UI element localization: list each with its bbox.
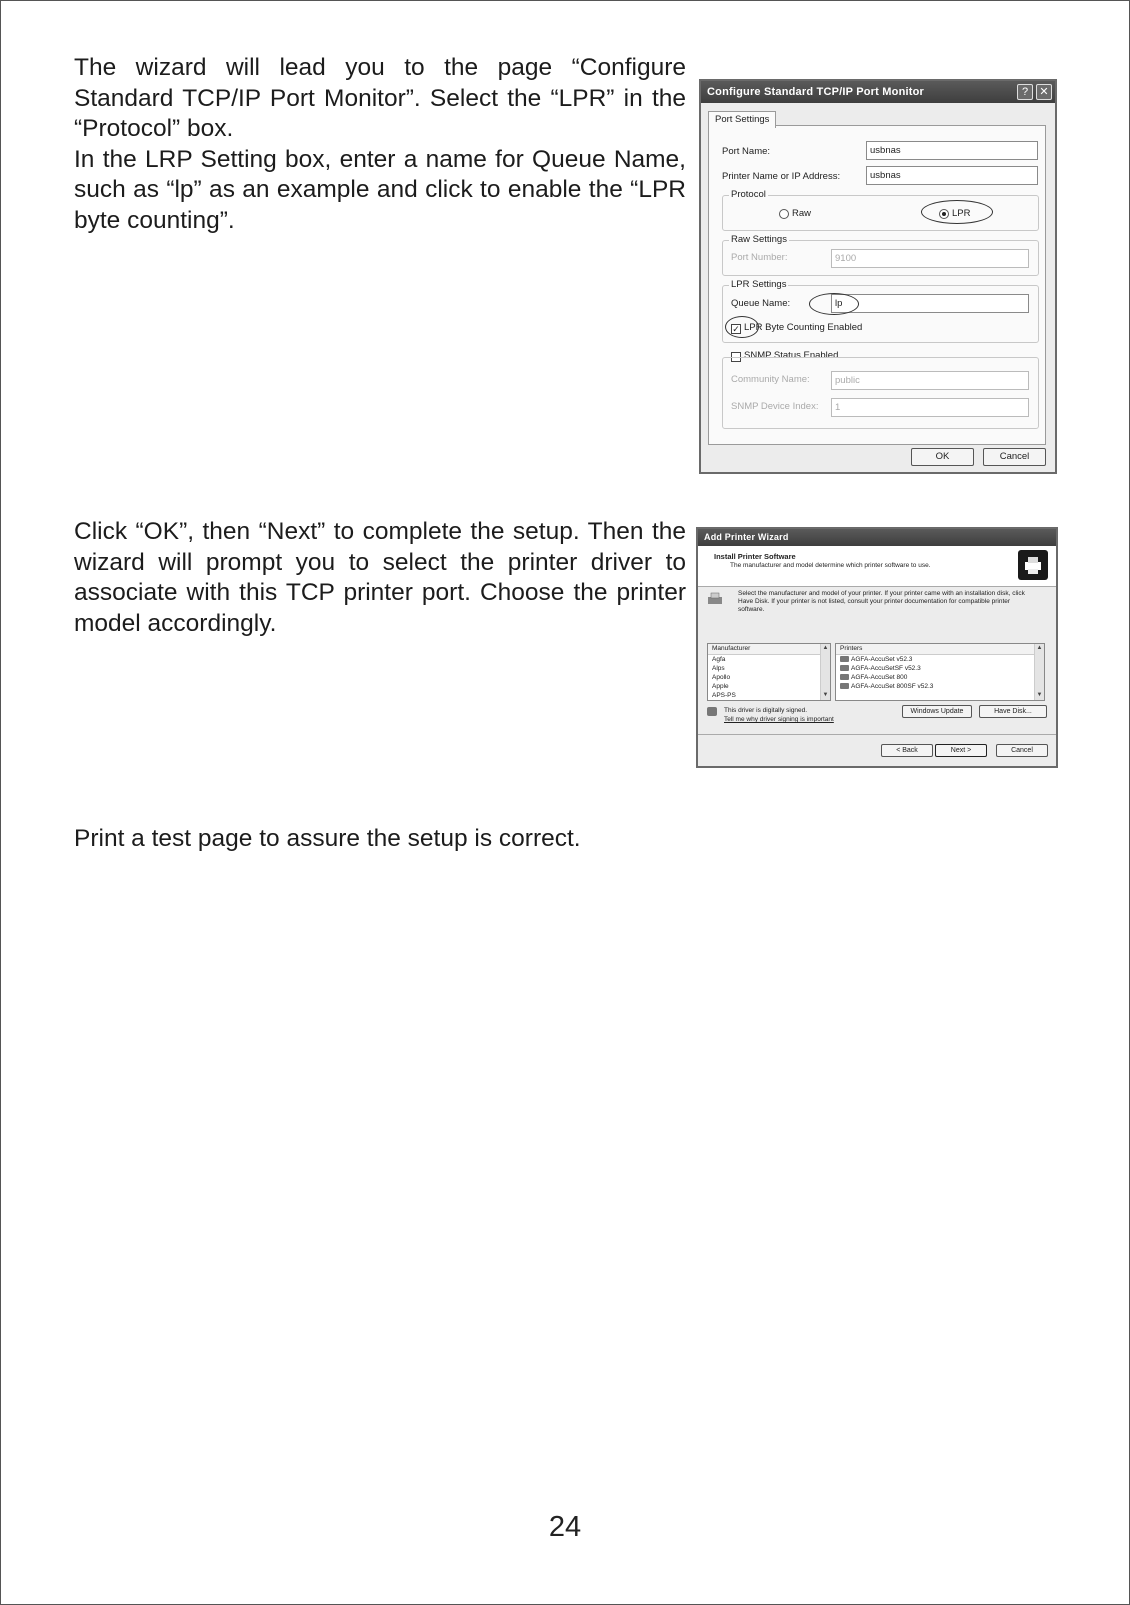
- list-item[interactable]: Agfa: [712, 656, 726, 663]
- raw-label: Raw: [792, 208, 812, 219]
- paragraph-lpr-settings: In the LRP Setting box, enter a name for Queue Name, such as “lp” as an example and click to enable the “LPR byte counting”.: [74, 145, 686, 234]
- manufacturer-list[interactable]: [707, 643, 831, 701]
- footer-divider: [698, 734, 1056, 735]
- list-item[interactable]: Apple: [712, 683, 729, 690]
- wizard-cancel-button[interactable]: Cancel: [996, 744, 1048, 757]
- signed-driver-icon: [707, 707, 717, 716]
- protocol-group: [722, 189, 1039, 231]
- printer-name-label: Printer Name or IP Address:: [722, 171, 841, 182]
- snmp-index-input[interactable]: 1: [831, 398, 1029, 417]
- paragraph-test-page: Print a test page to assure the setup is correct.: [74, 825, 581, 852]
- instruction-paragraph-1: [74, 53, 686, 237]
- manufacturer-header: Manufacturer: [708, 644, 830, 655]
- port-name-input[interactable]: usbnas: [866, 141, 1038, 160]
- signed-driver-text: This driver is digitally signed.: [724, 707, 808, 714]
- instruction-paragraph-3: [74, 824, 686, 855]
- back-button[interactable]: < Back: [881, 744, 933, 757]
- list-item[interactable]: APS-PS: [712, 692, 736, 699]
- printer-item-icon: [840, 665, 849, 671]
- port-number-label: Port Number:: [731, 252, 788, 263]
- printer-item-icon: [840, 656, 849, 662]
- byte-counting-checkbox[interactable]: ✓: [732, 324, 740, 334]
- ok-button[interactable]: OK: [911, 448, 974, 466]
- port-monitor-dialog-screenshot: [699, 79, 1057, 474]
- scroll-up-icon[interactable]: ▲: [822, 645, 829, 651]
- page-number: 24: [548, 1511, 582, 1543]
- queue-highlight-oval: [809, 293, 859, 315]
- list-item[interactable]: AGFA-AccuSet 800SF v52.3: [836, 682, 1044, 691]
- paragraph-protocol: The wizard will lead you to the page “Configure Standard TCP/IP Port Monitor”. Select the “LPR” in the “Protocol” box.: [74, 54, 686, 143]
- list-item[interactable]: AGFA-AccuSet v52.3: [836, 655, 1044, 664]
- driver-signing-link[interactable]: Tell me why driver signing is important: [724, 716, 834, 723]
- list-item[interactable]: AGFA-AccuSetSF v52.3: [836, 664, 1044, 673]
- cancel-button[interactable]: Cancel: [983, 448, 1046, 466]
- lpr-label: LPR: [952, 208, 971, 219]
- byte-counting-label: LPR Byte Counting Enabled: [744, 322, 863, 333]
- community-name-input[interactable]: public: [831, 371, 1029, 390]
- printer-address-input[interactable]: usbnas: [866, 166, 1038, 185]
- close-button[interactable]: ✕: [1036, 84, 1052, 100]
- port-settings-pane: [708, 125, 1046, 445]
- list-item[interactable]: Alps: [712, 665, 725, 672]
- small-printer-icon: [706, 591, 724, 607]
- have-disk-button[interactable]: Have Disk...: [979, 705, 1047, 718]
- wizard-header: [698, 546, 1056, 587]
- printers-header: Printers: [836, 644, 1044, 655]
- wizard-header-title: Install Printer Software: [714, 552, 796, 561]
- printer-item-icon: [840, 674, 849, 680]
- scroll-up-icon[interactable]: ▲: [1036, 645, 1043, 651]
- next-button[interactable]: Next >: [935, 744, 987, 757]
- lpr-settings-title: LPR Settings: [731, 279, 787, 290]
- snmp-index-label: SNMP Device Index:: [731, 401, 819, 412]
- printer-icon: [1018, 550, 1048, 580]
- lpr-highlight-oval: [921, 200, 993, 224]
- community-name-label: Community Name:: [731, 374, 810, 385]
- instruction-paragraph-2: [74, 517, 686, 639]
- windows-update-button[interactable]: Windows Update: [902, 705, 972, 718]
- manufacturer-scrollbar[interactable]: [820, 644, 830, 700]
- list-item[interactable]: Apollo: [712, 674, 731, 681]
- queue-name-input[interactable]: lp: [831, 294, 1029, 313]
- raw-settings-group: [722, 234, 1039, 276]
- raw-settings-title: Raw Settings: [731, 234, 787, 245]
- protocol-group-title: Protocol: [731, 189, 766, 200]
- printers-list[interactable]: [835, 643, 1045, 701]
- lpr-settings-group: [722, 279, 1039, 343]
- paragraph-driver: Click “OK”, then “Next” to complete the setup. Then the wizard will prompt you to select the printer driver to associate with this TCP printer port. Choose the printer model accordingly.: [74, 518, 686, 637]
- help-button[interactable]: ?: [1017, 84, 1033, 100]
- scroll-down-icon[interactable]: ▼: [1036, 692, 1043, 698]
- byte-counting-highlight-oval: [725, 316, 759, 338]
- wizard-instructions: Select the manufacturer and model of your printer. If your printer came with an installation disk, click Have Disk. If your printer is not listed, consult your printer documentation for compatible printer software.: [738, 590, 1025, 613]
- port-name-label: Port Name:: [722, 146, 771, 157]
- snmp-label: SNMP Status Enabled: [744, 350, 839, 361]
- tab-port-settings[interactable]: Port Settings: [708, 111, 776, 128]
- snmp-group: [722, 357, 1039, 429]
- wizard-title: Add Printer Wizard: [698, 529, 1056, 546]
- add-printer-wizard-screenshot: [696, 527, 1058, 768]
- printer-item-icon: [840, 683, 849, 689]
- wizard-header-subtitle: The manufacturer and model determine which printer software to use.: [730, 562, 931, 569]
- port-number-input[interactable]: 9100: [831, 249, 1029, 268]
- list-item[interactable]: AGFA-AccuSet 800: [836, 673, 1044, 682]
- scroll-down-icon[interactable]: ▼: [822, 692, 829, 698]
- printers-scrollbar[interactable]: [1034, 644, 1044, 700]
- queue-name-label: Queue Name:: [731, 298, 791, 309]
- raw-radio[interactable]: [779, 209, 789, 219]
- dialog-title: Configure Standard TCP/IP Port Monitor: [701, 81, 1055, 103]
